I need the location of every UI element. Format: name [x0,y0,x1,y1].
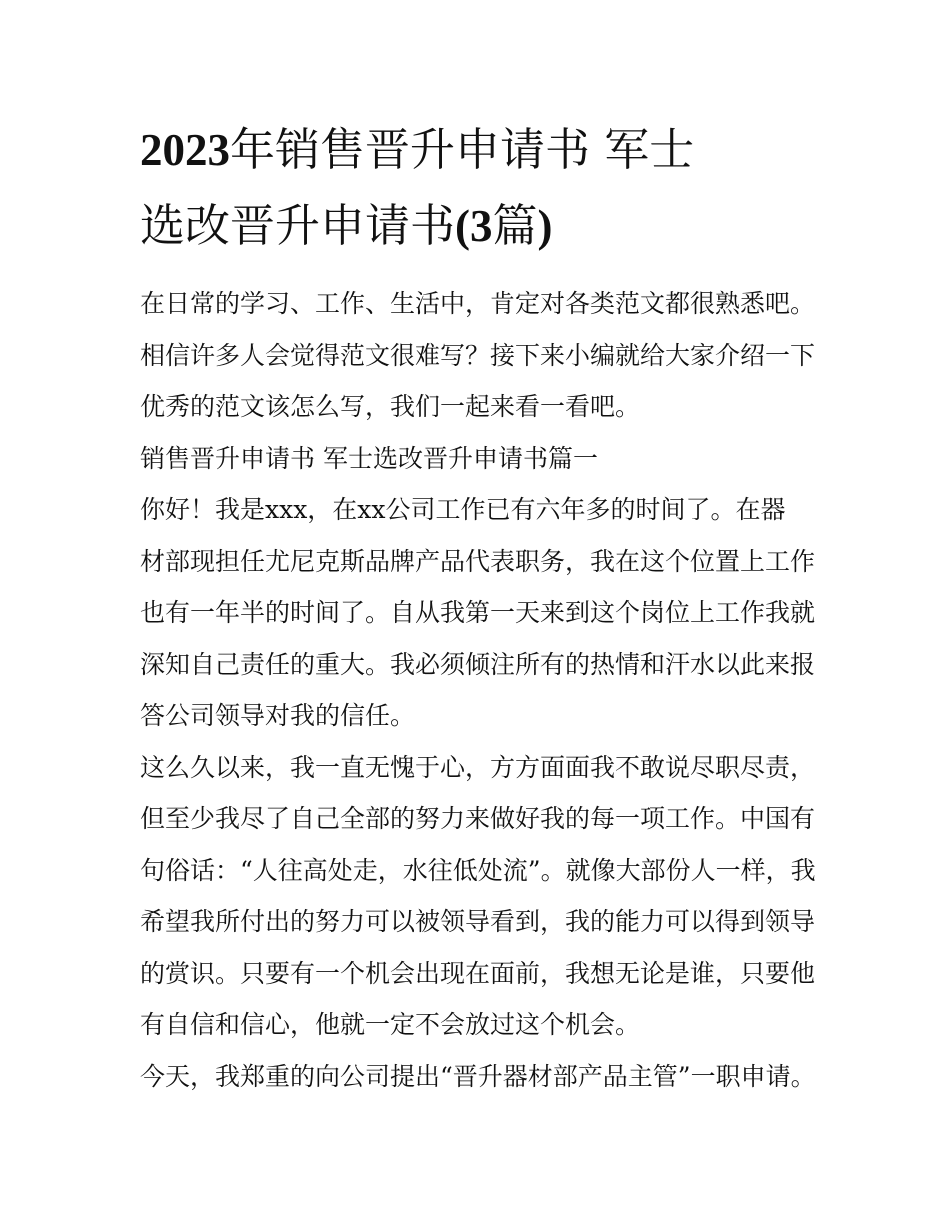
text-line: 希望我所付出的努力可以被领导看到，我的能力可以得到领导 [140,907,816,936]
text-line: 优秀的范文该怎么写，我们一起来看一看吧。 [140,392,641,421]
document-title [140,112,820,264]
text-line: 也有一年半的时间了。自从我第一天来到这个岗位上工作我就 [140,598,816,627]
text-line: 但至少我尽了自己全部的努力来做好我的每一项工作。中国有 [140,804,816,833]
section-heading [140,433,820,485]
text-line: 有自信和信心，他就一定不会放过这个机会。 [140,1010,641,1039]
text-line: 材部现担任尤尼克斯品牌产品代表职务，我在这个位置上工作 [140,546,816,576]
text-line: 你好！我是xxx，在xx公司工作已有六年多的时间了。在器 [140,495,786,524]
text-line: 这么久以来，我一直无愧于心，方方面面我不敢说尽职尽责， [140,752,816,782]
text-line: 深知自己责任的重大。我必须倾注所有的热情和汗水以此来报 [140,649,816,679]
title-paren-close: ) [537,201,553,251]
title-count: (3 [455,201,493,251]
body-paragraph-1 [140,484,820,742]
text-line: 在日常的学习、工作、生活中，肯定对各类范文都很熟悉吧。 [140,289,816,318]
text-line: 相信许多人会觉得范文很难写？接下来小编就给大家介绍一下 [140,340,816,370]
title-line-2-text: 选改晋升申请书 [140,199,456,252]
title-year: 2023 [140,125,230,175]
document-body [140,112,820,1102]
text-line: 的赏识。只要有一个机会出现在面前，我想无论是谁，只要他 [140,958,816,988]
body-paragraph-2 [140,742,820,1051]
body-paragraph-3 [140,1051,820,1103]
text-line: 答公司领导对我的信任。 [140,701,416,730]
title-line-1-text: 年销售晋升申请书 军士 [230,123,695,176]
title-line-2 [140,188,820,264]
text-line: 销售晋升申请书 军士选改晋升申请书篇一 [140,443,598,473]
title-line-1 [140,112,820,188]
title-count-unit: 篇 [492,199,538,252]
text-line: 句俗话：“人往高处走，水往低处流”。就像大部份人一样，我 [140,855,816,885]
text-line: 今天，我郑重的向公司提出“晋升器材部产品主管”一职申请。 [140,1061,816,1091]
intro-paragraph [140,278,820,433]
